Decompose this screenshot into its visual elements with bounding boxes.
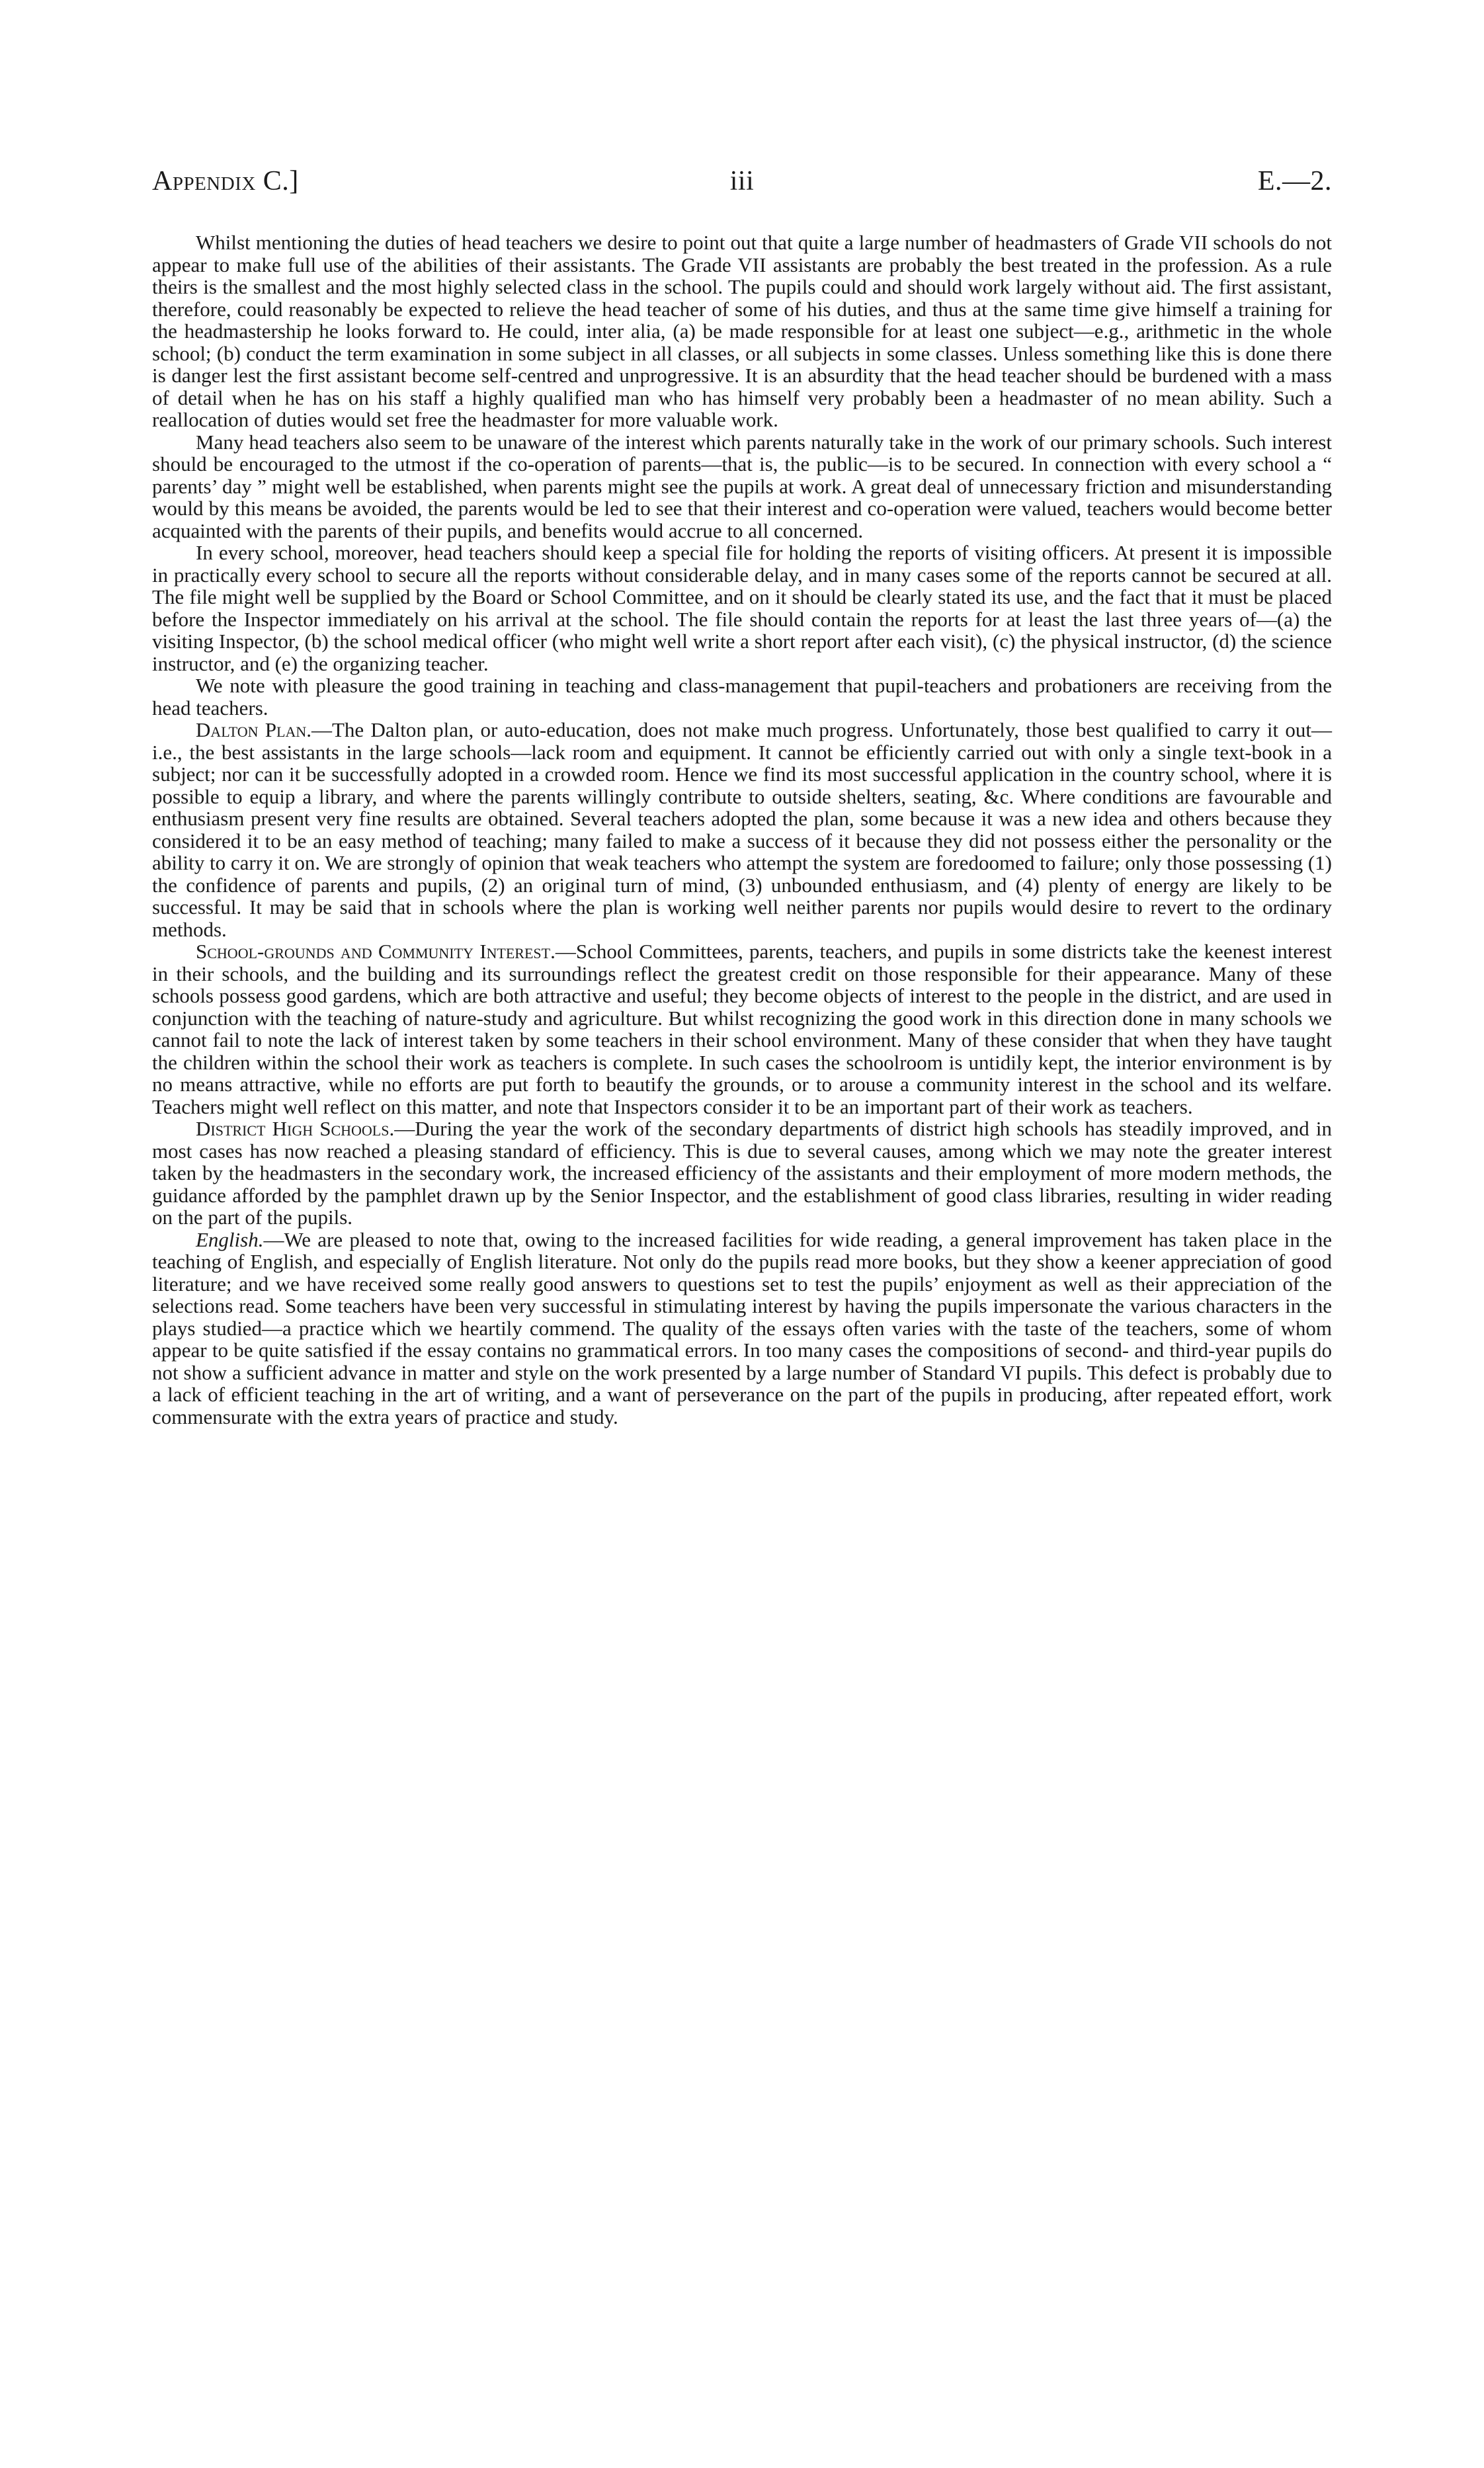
paragraph-text: —School Committees, parents, teachers, and pupils in some districts take the keenest interest in their schools, and the building and its surroundings reflect the greatest credit on those responsible for their appearance. Many of these schools possess good gardens, which are both attractive and useful; they become objects of interest to the people in the district, and are used in conjunction with the teaching of nature-study and agriculture. But whilst recognizing the good work in this direction done in many schools we cannot fail to note the lack of interest taken by some teachers in their school environment. Many of these consider that when they have taught the children within the school their work as teachers is complete. In such cases the schoolroom is untidily kept, the interior environment is by no means attractive, while no efforts are put forth to beautify the grounds, or to arouse a community interest in the school and its welfare. Teachers might well reflect on this matter, and note that Inspectors consider it to be an important part of their work as teachers. bbox=[152, 940, 1333, 1118]
paragraph-text: We note with pleasure the good training in teaching and class-management that pupil-teachers and probationers are receiving from the head teachers. bbox=[152, 674, 1332, 720]
running-header bbox=[152, 165, 1332, 205]
paragraph-district-high-schools bbox=[152, 1118, 1332, 1229]
paragraph-pupil-teachers bbox=[152, 675, 1332, 719]
paragraph-report-file bbox=[152, 542, 1332, 675]
header-page-number: iii bbox=[729, 166, 755, 196]
paragraph-text: In every school, moreover, head teachers should keep a special file for holding the reports of visiting officers. At present it is impossible in practically every school to secure all the reports without considerable delay, and in many cases some of the reports cannot be secured at all. The file might well be supplied by the Board or School Committee, and on it should be clearly stated its use, and the fact that it must be placed before the Inspector immediately on his arrival at the school. The file should contain the reports for at least the last three years of—(a) the visiting Inspector, (b) the school medical officer (who might well write a short report after each visit), (c) the physical instructor, (d) the science instructor, and (e) the organizing teacher. bbox=[152, 541, 1332, 675]
paragraph-text: Whilst mentioning the duties of head teachers we desire to point out that quite a large number of headmasters of Grade VII schools do not appear to make full use of the abilities of their assistants. The Grade VII assistants are probably the best treated in the profession. As a rule theirs is the smallest and the most highly selected class in the school. The pupils could and should work largely without aid. The first assistant, therefore, could reasonably be expected to relieve the head teacher of some of his duties, and thus at the same time give himself a training for the headmastership he looks forward to. He could, inter alia, (a) be made responsible for at least one subject—e.g., arithmetic in the whole school; (b) conduct the term examination in some subject in all classes, or all subjects in some classes. Unless something like this is done there is danger lest the first assistant become self-centred and unprogressive. It is an absurdity that the head teacher should be burdened with a mass of detail when he has on his staff a highly qualified man who has himself very probably been a headmaster of no mean ability. Such a reallocation of duties would set free the headmaster for more valuable work. bbox=[152, 231, 1332, 431]
header-document-code: E.—2. bbox=[1257, 166, 1332, 196]
paragraph-text: —We are pleased to note that, owing to the increased facilities for wide reading, a general improvement has taken place in the teaching of English, and especially of English literature. Not only do the pupils read more books, but they show a keener appreciation of good literature; and we have received some really good answers to questions set to test the pupils’ enjoyment as well as their appreciation of the selections read. Some teachers have been very successful in stimulating interest by having the pupils impersonate the various characters in the plays studied—a practice which we heartily commend. The quality of the essays often varies with the taste of the teachers, some of whom appear to be quite satisfied if the essay contains no grammatical errors. In too many cases the compositions of second- and third-year pupils do not show a sufficient advance in matter and style on the work presented by a large number of Standard VI pupils. This defect is probably due to a lack of efficient teaching in the art of writing, and a want of perseverance on the part of the pupils in producing, after repeated effort, work commensurate with the extra years of practice and study. bbox=[152, 1227, 1332, 1428]
section-heading: Dalton Plan. bbox=[196, 718, 311, 741]
paragraph-head-teachers-duties bbox=[152, 231, 1332, 431]
subsection-heading: English. bbox=[196, 1227, 264, 1251]
paragraph-school-grounds bbox=[152, 940, 1332, 1118]
paragraph-text: —During the year the work of the secondary departments of district high schools has steadily improved, and in most cases has now reached a pleasing standard of efficiency. This is due to several causes, among which we may note the greater interest taken by the headmasters in the secondary work, the increased efficiency of the assistants and their employment of more modern methods, the guidance afforded by the pamphlet drawn up by the Senior Inspector, and the establishment of good class libraries, resulting in wider reading on the part of the pupils. bbox=[152, 1117, 1332, 1229]
paragraph-text: Many head teachers also seem to be unaware of the interest which parents naturally take in the work of our primary schools. Such interest should be encouraged to the utmost if the co-operation of parents—that is, the public—is to be secured. In connection with every school a “ parents’ day ” might well be established, when parents might see the pupils at work. A great deal of unnecessary friction and misunderstanding would by this means be avoided, the parents would be led to see that their interest and co-operation were valued, teachers would become better acquainted with the parents of their pupils, and benefits would accrue to all concerned. bbox=[152, 430, 1332, 542]
paragraph-parents-interest bbox=[152, 431, 1332, 542]
paragraph-text: —The Dalton plan, or auto-education, does not make much progress. Unfortunately, those best qualified to carry it out—i.e., the best assistants in the large schools—lack room and equipment. It cannot be efficiently carried out with only a single text-book in a subject; nor can it be successfully adopted in a crowded room. Hence we find its most successful application in the country school, where it is possible to equip a library, and where the parents willingly contribute to outside shelters, seating, &c. Where conditions are favourable and enthusiasm present very fine results are obtained. Several teachers adopted the plan, some because it was a new idea and others because they considered it to be an easy method of teaching; many failed to make a success of it because they did not possess either the personality or the ability to carry it on. We are strongly of opinion that weak teachers who attempt the system are foredoomed to failure; only those possessing (1) the confidence of parents and pupils, (2) an original turn of mind, (3) unbounded enthusiasm, and (4) plenty of energy are likely to be successful. It may be said that in schools where the plan is working well neither parents nor pupils would desire to revert to the ordinary methods. bbox=[152, 718, 1332, 941]
document-body bbox=[152, 231, 1332, 1428]
header-appendix: Appendix C.] bbox=[152, 166, 299, 196]
section-heading: District High Schools. bbox=[196, 1117, 395, 1140]
section-heading: School-grounds and Community Interest. bbox=[196, 940, 556, 963]
paragraph-english bbox=[152, 1229, 1332, 1428]
paragraph-dalton-plan bbox=[152, 719, 1332, 940]
